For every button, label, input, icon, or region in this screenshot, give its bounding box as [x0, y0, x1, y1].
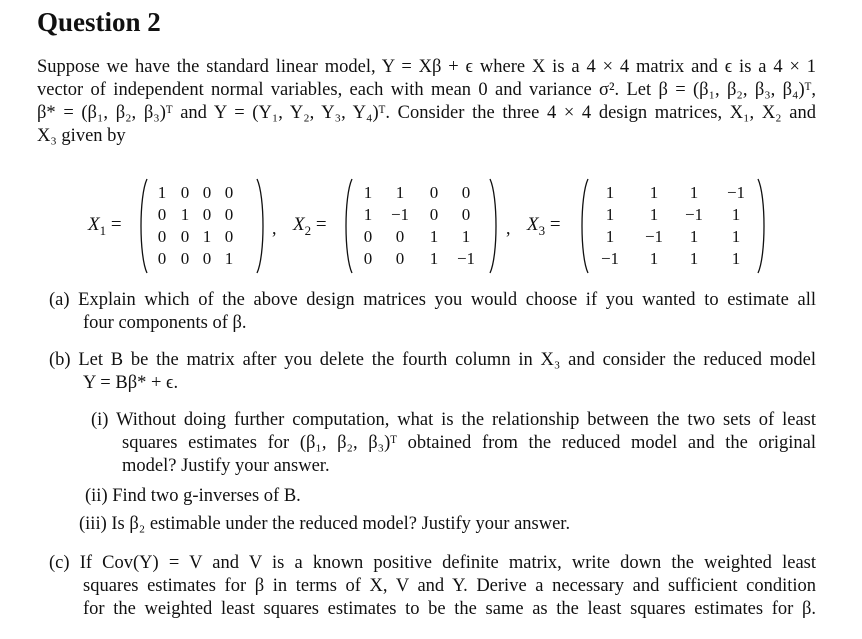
- matrix-cell: 0: [157, 227, 167, 246]
- comma: ,: [272, 218, 277, 238]
- part-a: [49, 289, 816, 335]
- part-c: [49, 552, 816, 621]
- part-b-line: (b) Let B be the matrix after you delete the fourth column in X₃ and consider the reduced model: [49, 350, 816, 370]
- matrix-cell: 1: [605, 227, 615, 246]
- part-b-line: Y = Bβ* + ϵ.: [83, 373, 179, 393]
- intro-line: Suppose we have the standard linear model, Y = Xβ + ϵ where X is a 4 × 4 matrix and ϵ is a 4 × 1: [37, 57, 816, 77]
- matrix-cell: 1: [605, 183, 615, 202]
- matrix-cell: 0: [202, 249, 212, 268]
- matrix-cell: 1: [157, 183, 167, 202]
- matrix-cell: 1: [689, 249, 699, 268]
- matrix-cell: 0: [157, 205, 167, 224]
- right-paren: [255, 178, 267, 274]
- matrix-cell: 0: [461, 183, 471, 202]
- matrix-x2: [342, 178, 500, 274]
- part-a-line: (a) Explain which of the above design matrices you would choose if you wanted to estimate all: [49, 290, 816, 310]
- matrix-cell: 1: [731, 227, 741, 246]
- matrix-x1-label: $X_1$ =: [88, 214, 122, 238]
- matrix-cell: 0: [429, 205, 439, 224]
- part-c-line: (c) If Cov(Y) = V and V is a known positive definite matrix, write down the weighted least: [49, 553, 816, 573]
- matrix-cell: 0: [202, 205, 212, 224]
- matrix-cell: 0: [202, 183, 212, 202]
- intro-line: β* = (β₁, β₂, β₃)ᵀ and Y = (Y₁, Y₂, Y₃, Y₄)ᵀ. Consider the three 4 × 4 design matrices, X₁, X₂ and: [37, 103, 816, 123]
- matrix-cell: 1: [363, 183, 373, 202]
- part-b-i-line: model? Justify your answer.: [122, 456, 330, 476]
- matrix-x2-label: $X_2$ =: [293, 214, 327, 238]
- matrix-cell: 1: [689, 227, 699, 246]
- matrix-cell: −1: [644, 227, 664, 246]
- left-paren: [342, 178, 354, 274]
- matrix-cell: 0: [224, 205, 234, 224]
- part-b-iii-line: (iii) Is β₂ estimable under the reduced model? Justify your answer.: [79, 514, 571, 534]
- matrix-cell: 1: [689, 183, 699, 202]
- part-b-i: [91, 409, 816, 478]
- part-c-line: for the weighted least squares estimates to be the same as the least squares estimates for β.: [83, 599, 816, 619]
- matrix-cell: 0: [157, 249, 167, 268]
- part-b-i-line: (i) Without doing further computation, what is the relationship between the two sets of least: [91, 410, 816, 430]
- right-paren: [756, 178, 768, 274]
- matrix-cell: 0: [461, 205, 471, 224]
- matrix-cell: 1: [202, 227, 212, 246]
- matrix-cell: 1: [395, 183, 405, 202]
- matrix-x3: [578, 178, 768, 274]
- matrix-cell: 1: [224, 249, 234, 268]
- matrix-cell: 0: [224, 227, 234, 246]
- matrix-cell: 1: [649, 205, 659, 224]
- matrix-cell: 0: [224, 183, 234, 202]
- matrix-cell: 1: [731, 249, 741, 268]
- left-paren: [137, 178, 149, 274]
- matrix-cell: 0: [180, 227, 190, 246]
- matrix-cell: 1: [649, 183, 659, 202]
- question-title: Question 2: [37, 7, 161, 37]
- matrix-cell: −1: [456, 249, 476, 268]
- matrix-cell: 0: [180, 249, 190, 268]
- matrix-x1: [137, 178, 267, 274]
- part-b: [49, 349, 816, 395]
- matrix-cell: 0: [395, 227, 405, 246]
- matrix-cell: 1: [649, 249, 659, 268]
- matrix-cell: 0: [180, 183, 190, 202]
- right-paren: [488, 178, 500, 274]
- matrix-cell: 1: [461, 227, 471, 246]
- intro-line: X₃ given by: [37, 126, 126, 146]
- part-b-ii-line: (ii) Find two g-inverses of B.: [85, 486, 301, 506]
- matrix-x3-label: $X_3$ =: [527, 214, 561, 238]
- matrix-cell: 1: [180, 205, 190, 224]
- matrix-cell: −1: [726, 183, 746, 202]
- intro-paragraph: [37, 56, 816, 148]
- matrix-cell: 1: [731, 205, 741, 224]
- matrix-cell: 1: [605, 205, 615, 224]
- left-paren: [578, 178, 590, 274]
- matrix-cell: −1: [390, 205, 410, 224]
- part-c-line: squares estimates for β in terms of X, V and Y. Derive a necessary and sufficient condition: [83, 576, 816, 596]
- part-b-ii: [85, 485, 816, 508]
- matrix-cell: 0: [395, 249, 405, 268]
- part-a-line: four components of β.: [83, 313, 247, 333]
- matrix-cell: 0: [429, 183, 439, 202]
- matrix-cell: 1: [363, 205, 373, 224]
- part-b-i-line: squares estimates for (β₁, β₂, β₃)ᵀ obtained from the reduced model and the original: [122, 433, 816, 453]
- comma: ,: [506, 218, 511, 238]
- part-b-iii: [79, 513, 816, 536]
- intro-line: vector of independent normal variables, each with mean 0 and variance σ². Let β = (β₁, β₂, β₃, β₄)ᵀ,: [37, 80, 816, 100]
- matrix-cell: 1: [429, 249, 439, 268]
- matrix-cell: 1: [429, 227, 439, 246]
- matrix-cell: 0: [363, 227, 373, 246]
- matrix-cell: −1: [684, 205, 704, 224]
- matrix-cell: −1: [600, 249, 620, 268]
- matrix-cell: 0: [363, 249, 373, 268]
